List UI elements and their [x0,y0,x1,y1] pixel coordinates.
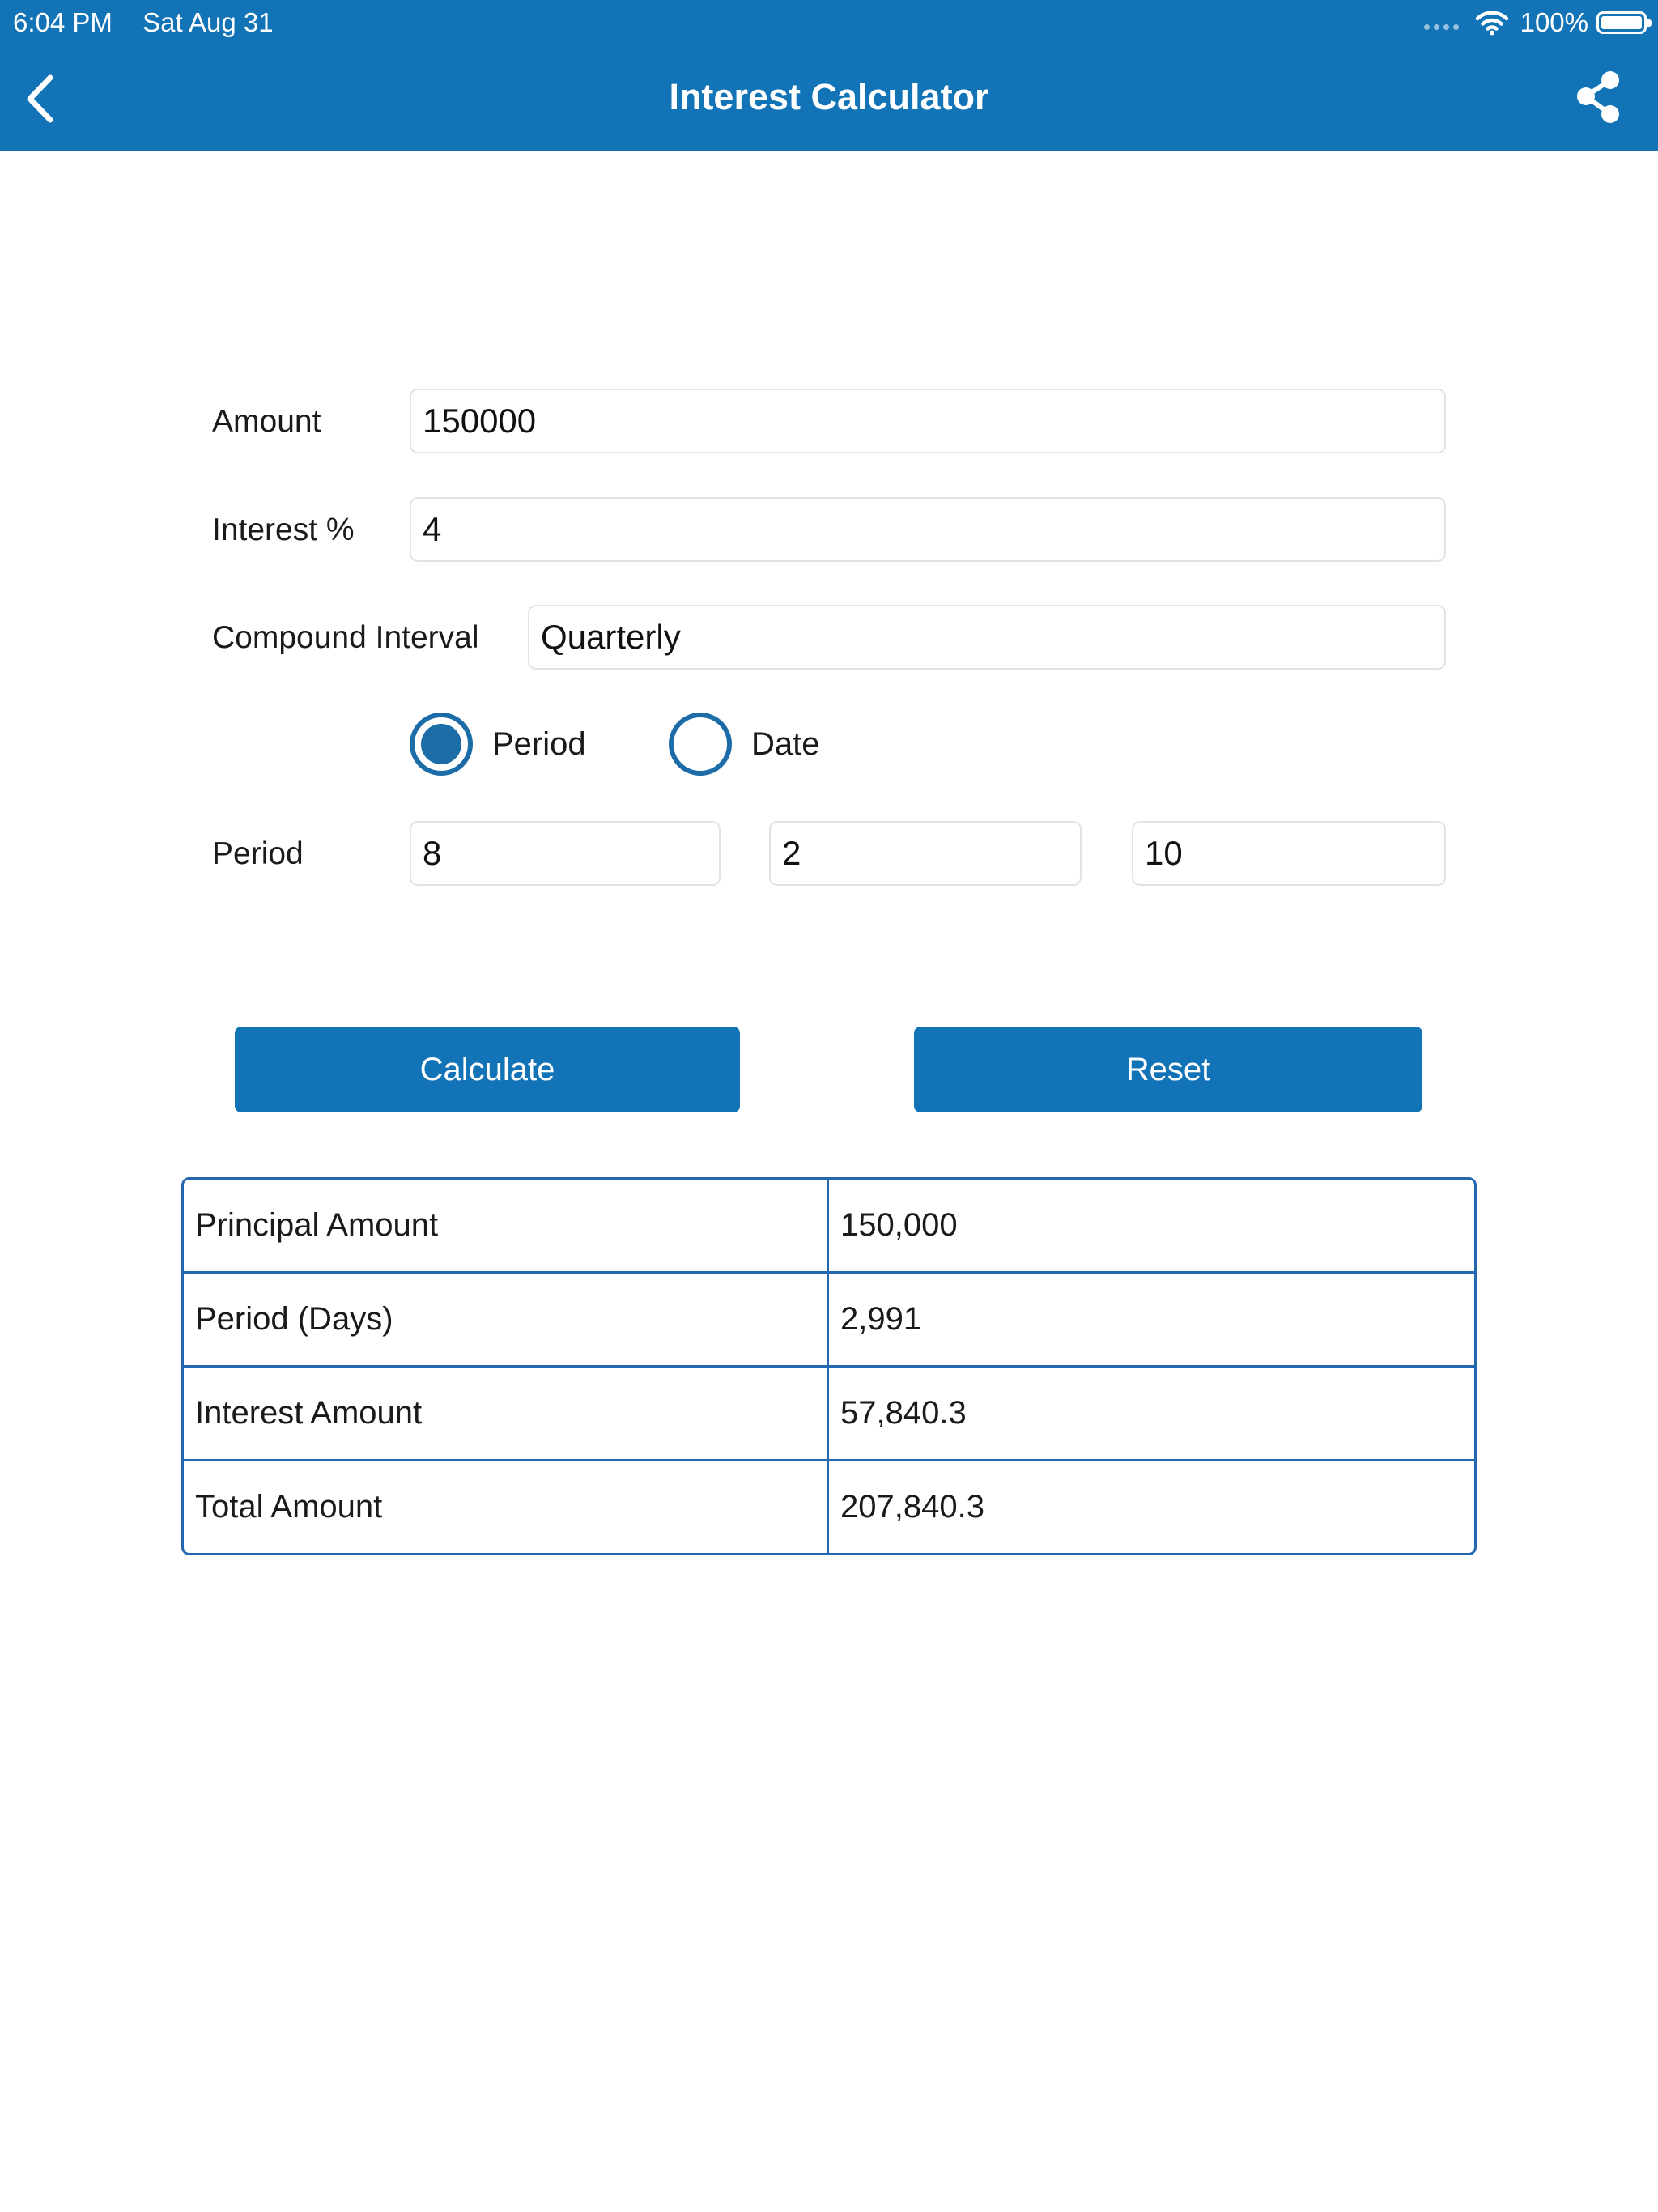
status-time: 6:04 PM [13,7,113,37]
compound-interval-select[interactable]: Quarterly [528,605,1446,670]
radio-date-label: Date [751,725,820,762]
interest-input[interactable] [410,497,1446,562]
result-label: Principal Amount [184,1180,829,1271]
period-input-3[interactable] [1132,821,1446,886]
period-label: Period [212,836,304,871]
status-date: Sat Aug 31 [142,7,274,37]
signal-dots-icon [1424,24,1459,30]
battery-percent: 100% [1520,7,1588,37]
period-input-2[interactable] [769,821,1082,886]
result-label: Interest Amount [184,1368,829,1459]
app-header [0,0,1658,151]
result-value: 2,991 [840,1301,922,1337]
amount-input[interactable] [410,389,1446,453]
radio-date[interactable] [669,713,820,776]
page-title: Interest Calculator [669,76,989,117]
reset-button[interactable]: Reset [914,1027,1422,1112]
result-value: 207,840.3 [840,1489,984,1525]
result-value: 57,840.3 [840,1395,967,1431]
table-row [184,1368,1474,1461]
wifi-icon [1475,10,1509,36]
share-button[interactable] [1574,70,1626,125]
calculate-button[interactable]: Calculate [235,1027,740,1112]
result-label: Total Amount [184,1461,829,1553]
interest-label: Interest % [212,513,355,547]
share-icon [1574,70,1626,125]
battery-icon [1596,11,1647,34]
result-value: 150,000 [840,1207,958,1243]
status-bar-right [1424,6,1647,39]
period-input-1[interactable] [410,821,721,886]
table-row [184,1274,1474,1368]
table-row [184,1180,1474,1274]
radio-selected-icon [410,713,473,776]
status-bar-left [13,6,274,39]
table-row [184,1461,1474,1553]
radio-period[interactable] [410,713,586,776]
radio-unselected-icon [669,713,732,776]
radio-period-label: Period [492,725,586,762]
result-label: Period (Days) [184,1274,829,1365]
amount-label: Amount [212,404,321,439]
results-table [181,1177,1477,1555]
compound-interval-label: Compound Interval [212,620,479,655]
